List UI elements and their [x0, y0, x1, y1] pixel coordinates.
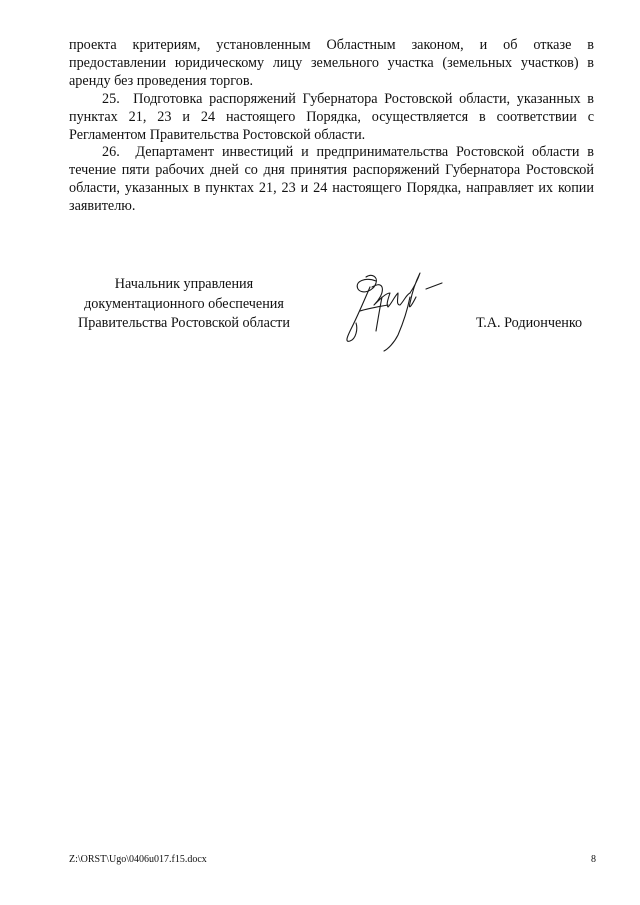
- footer-file-path: Z:\ORST\Ugo\0406u017.f15.docx: [69, 854, 207, 865]
- paragraph-item-25: 25. Подготовка распоряжений Губернатора Ростовской области, указанных в пунктах 21, 23 и 24 настоящего Порядка, осуществляется в соответствии с Регламентом Правительства Ростовской области.: [69, 90, 594, 143]
- page-number: 8: [591, 854, 596, 865]
- signer-position-line-1: Начальник управления: [114, 276, 254, 292]
- signer-name: Т.А. Родионченко: [476, 315, 583, 331]
- paragraph-continuation: проекта критериям, установленным Областным законом, и об отказе в предоставлении юридическому лицу земельного участка (земельных участков) в аренду без проведения торгов.: [69, 37, 594, 89]
- signer-position-line-3: Правительства Ростовской области: [78, 315, 290, 331]
- signature-block: [0, 275, 640, 355]
- document-body: [69, 37, 594, 216]
- page-footer: [0, 854, 640, 868]
- paragraph-item-26: 26. Департамент инвестиций и предпринимательства Ростовской области в течение пяти рабочих дней со дня принятия распоряжений Губернатора Ростовской области, указанных в пунктах 21, 23 и 24 настоящего Порядка, направляет их копии заявителю.: [69, 144, 594, 215]
- signer-position: [60, 275, 308, 334]
- handwritten-signature: [336, 267, 456, 355]
- signer-position-line-2: документационного обеспечения: [84, 295, 284, 312]
